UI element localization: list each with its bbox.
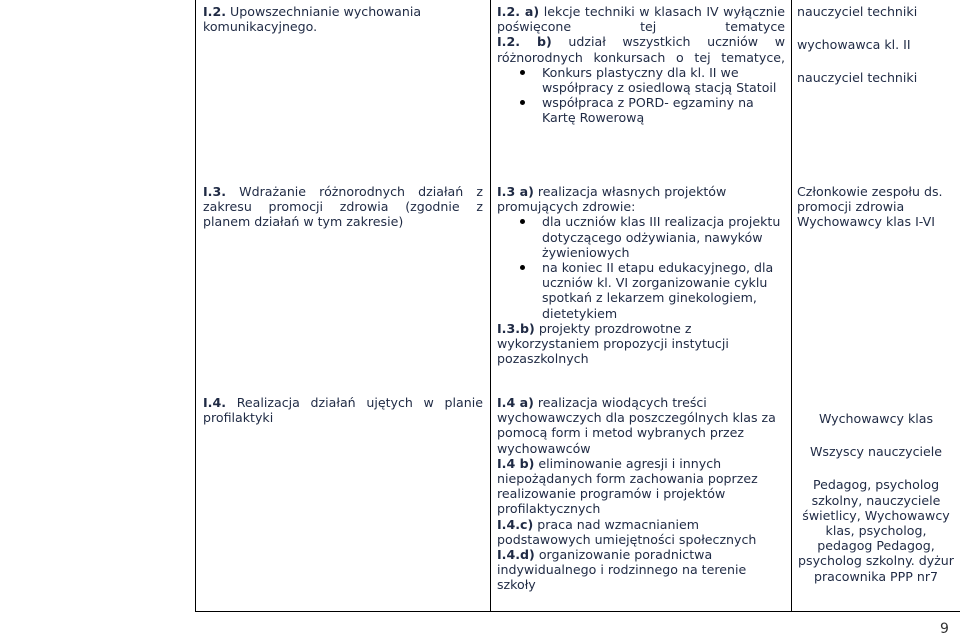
row-1-actions xyxy=(497,4,785,126)
row-2-number: I.3. xyxy=(203,184,227,199)
row-1-topic xyxy=(203,4,483,34)
table-border-bottom xyxy=(195,611,960,612)
action-number: I.4.c) xyxy=(497,516,534,532)
action-number: I.3.b) xyxy=(497,320,535,336)
bullet-item: współpraca z PORD- egzaminy na Kartę Rowerową xyxy=(497,95,785,125)
action-text: realizacja własnych projektów promujących zdrowie: xyxy=(497,184,727,215)
action-number: I.2. b) xyxy=(497,34,552,50)
responsible-person: Wszyscy nauczyciele xyxy=(809,444,943,460)
action-number: I.4 a) xyxy=(497,395,534,410)
responsible-person: nauczyciel techniki xyxy=(797,4,918,19)
row-2-actions xyxy=(497,184,785,366)
bullet-item: Konkurs plastyczny dla kl. II we współpracy z osiedlową stacją Statoil xyxy=(497,65,785,95)
responsible-person: Wychowawcy klas xyxy=(818,411,934,426)
row-3-number: I.4. xyxy=(203,395,227,410)
row-3-topic-text: Realizacja działań ujętych w planie profilaktyki xyxy=(203,395,483,426)
action-text: praca nad wzmacnianiem podstawowych umiejętności społecznych xyxy=(497,516,757,547)
row-1-responsible xyxy=(797,4,955,86)
row-1-topic-text: Upowszechnianie wychowania komunikacyjnego. xyxy=(203,4,422,35)
action-number: I.4.d) xyxy=(497,547,535,563)
table-divider-col1 xyxy=(490,0,491,612)
action-text: lekcje techniki w klasach IV wyłącznie poświęcone tej tematyce xyxy=(497,4,785,35)
responsible-person: wychowawca kl. II xyxy=(797,37,911,53)
row-2-responsible xyxy=(797,184,955,230)
responsible-person: Członkowie zespołu ds. promocji zdrowia xyxy=(797,184,943,215)
table-border-left xyxy=(195,0,196,612)
row-1-number: I.2. xyxy=(203,4,227,19)
responsible-person: nauczyciel techniki xyxy=(797,70,918,86)
action-text: projekty prozdrowotne z wykorzystaniem propozycji instytucji pozaszkolnych xyxy=(497,320,729,367)
action-text: udział wszystkich uczniów w różnorodnych konkursach o tej tematyce, xyxy=(497,34,785,65)
page-number: 9 xyxy=(940,621,949,637)
responsible-person: Pedagog, psycholog szkolny, nauczyciele świetlicy, Wychowawcy klas, psycholog, pedagog Pedagog, psycholog szkolny. dyżur pracownika PPP nr7 xyxy=(798,477,954,584)
action-number: I.2. a) xyxy=(497,4,540,19)
bullet-item: dla uczniów klas III realizacja projektu dotyczącego odżywiania, nawyków żywieniowych xyxy=(497,214,785,260)
action-number: I.3 a) xyxy=(497,184,534,199)
row-3-actions xyxy=(497,395,785,593)
row-2-topic xyxy=(203,184,483,230)
table-divider-col2 xyxy=(791,0,792,612)
action-text: realizacja wiodących treści wychowawczych dla poszczególnych klas za pomocą form i metod wybranych przez wychowawców xyxy=(497,395,776,456)
action-number: I.4 b) xyxy=(497,455,535,471)
responsible-person: Wychowawcy klas I-VI xyxy=(797,214,935,230)
row-2-topic-text: Wdrażanie różnorodnych działań z zakresu promocji zdrowia (zgodnie z planem działań w tym zakresie) xyxy=(203,184,483,230)
row-3-responsible xyxy=(797,411,955,584)
bullet-item: na koniec II etapu edukacyjnego, dla uczniów kl. VI zorganizowanie cyklu spotkań z lekarzem ginekologiem, dietetykiem xyxy=(497,260,785,321)
action-text: eliminowanie agresji i innych niepożądanych form zachowania poprzez realizowanie programów i projektów profilaktycznych xyxy=(497,455,758,517)
action-text: organizowanie poradnictwa indywidualnego i rodzinnego na terenie szkoły xyxy=(497,547,747,593)
row-3-topic xyxy=(203,395,483,425)
